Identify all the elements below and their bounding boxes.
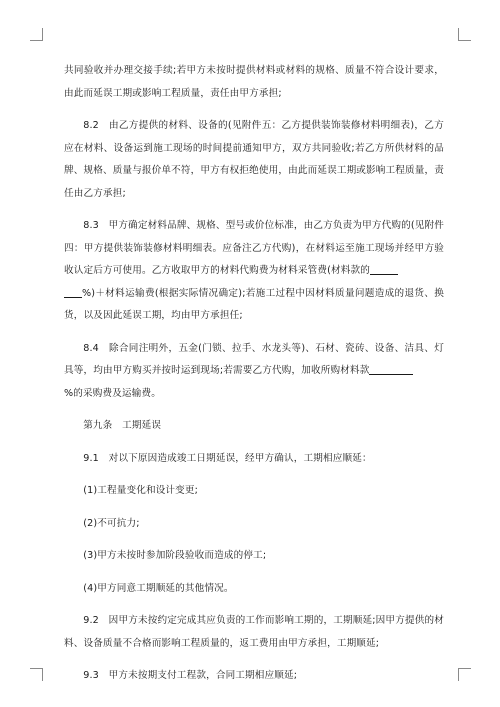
crop-mark-top-right bbox=[458, 28, 471, 41]
clause-8-4-text-after: %的采购费及运输费。 bbox=[64, 387, 161, 399]
article-9-heading: 第九条 工期延误 bbox=[83, 420, 162, 431]
fill-blank-line bbox=[64, 285, 82, 298]
list-item-3: (3)甲方未按时参加阶段验收而造成的停工; bbox=[83, 550, 267, 561]
clause-8-2: 8.2 由乙方提供的材料、设备的(见附件五：乙方提供装饰装修材料明细表)，乙方应在材料、设备运到施工现场的时间提前通知甲方，双方共同验收;若乙方所供材料的品牌、规格、质量与报价单不符，甲方有权拒绝使用，由此而延误工期或影响工程质量，责任由乙方承担; bbox=[64, 120, 445, 199]
clause-9-1: 9.1 对以下原因造成竣工日期延误，经甲方确认，工期相应顺延： bbox=[83, 452, 372, 464]
crop-mark-bottom-left bbox=[30, 668, 43, 681]
fill-blank-line bbox=[369, 362, 413, 375]
list-item-1: (1)工程量变化和设计变更; bbox=[83, 485, 199, 496]
clause-8-4-text-before: 8.4 除合同注明外，五金(门锁、拉手、水龙头等)、石材、瓷砖、设备、洁具、灯具等，均由甲方购买并按时运到现场;若需要乙方代购，加收所购材料款 bbox=[64, 342, 444, 376]
list-item-2: (2)不可抗力; bbox=[83, 517, 140, 529]
clause-9-2: 9.2 因甲方未按约定完成其应负责的工作而影响工期的，工期顺延;因甲方提供的材料、设备质量不合格而影响工程质量的，返工费用由甲方承担，工期顺延; bbox=[64, 615, 444, 649]
clause-8-3 bbox=[64, 215, 444, 328]
fill-blank-line bbox=[370, 262, 398, 275]
clause-8-3-text-before: 8.3 甲方确定材料品牌、规格、型号或价位标准，由乙方负责为甲方代购的(见附件四：甲方提供装饰装修材料明细表。应备注乙方代购)，在材料运至施工现场并经甲方验收认定后方可使用。乙方收取甲方的材料代购费为材料采管费(材料款的 bbox=[64, 220, 444, 276]
paragraph-continuation: 共同验收并办理交接手续;若甲方未按时提供材料或材料的规格、质量不符合设计要求，由此而延误工期或影响工程质量，责任由甲方承担; bbox=[64, 65, 444, 99]
crop-mark-top-left bbox=[30, 28, 43, 41]
clause-9-3: 9.3 甲方未按期支付工程款，合同工期相应顺延; bbox=[83, 670, 298, 681]
list-item-4: (4)甲方同意工期顺延的其他情况。 bbox=[83, 582, 234, 594]
clause-8-4 bbox=[64, 338, 444, 406]
clause-8-3-text-after: %)＋材料运输费(根据实际情况确定);若施工过程中因材料质量问题造成的退货、换货，以及因此延误工期，均由甲方承担任; bbox=[64, 287, 444, 321]
document-body bbox=[64, 60, 444, 688]
crop-mark-bottom-right bbox=[458, 668, 471, 681]
